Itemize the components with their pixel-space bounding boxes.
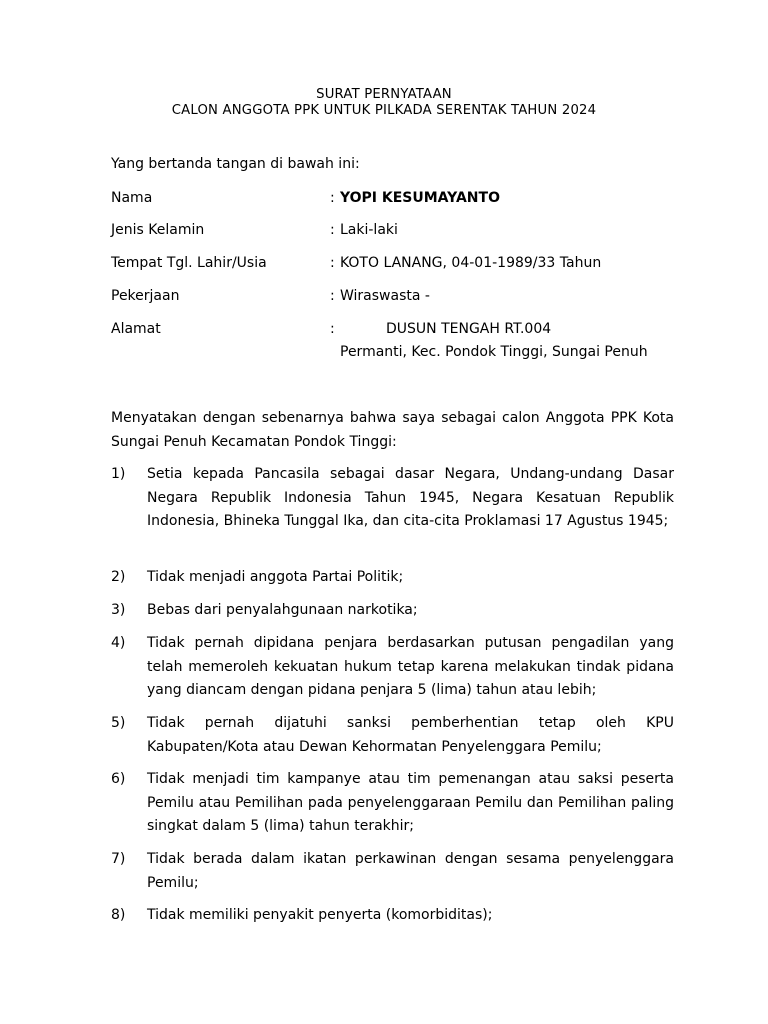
field-colon: :	[330, 255, 335, 271]
statement-paragraph: Menyatakan dengan sebenarnya bahwa saya sebagai calon Anggota PPK Kota Sungai Penuh Kecamatan Pondok Tinggi:	[111, 410, 674, 450]
field-value-jenis-kelamin: Laki-laki	[340, 222, 398, 238]
field-label-nama: Nama	[111, 190, 153, 206]
field-label-alamat: Alamat	[111, 321, 161, 337]
list-item-number: 7)	[111, 851, 126, 867]
field-value-nama: YOPI KESUMAYANTO	[340, 190, 500, 206]
list-item	[111, 463, 674, 534]
field-colon: :	[330, 321, 335, 337]
field-colon: :	[330, 222, 335, 238]
list-item	[111, 768, 674, 839]
list-item-text: Tidak memiliki penyakit penyerta (komorbiditas);	[147, 907, 493, 923]
list-item-text: Tidak berada dalam ikatan perkawinan dengan sesama penyelenggara Pemilu;	[147, 851, 674, 891]
list-item-text: Tidak menjadi tim kampanye atau tim pemenangan atau saksi peserta Pemilu atau Pemilihan pada penyelenggaraan Pemilu dan Pemilihan paling singkat dalam 5 (lima) tahun terakhir;	[147, 771, 674, 834]
document-subtitle: CALON ANGGOTA PPK UNTUK PILKADA SERENTAK TAHUN 2024	[171, 103, 597, 118]
list-item	[111, 848, 674, 895]
field-value-pekerjaan: Wiraswasta -	[340, 288, 430, 304]
list-item-number: 6)	[111, 771, 126, 787]
field-value-tempat-tgl-lahir: KOTO LANANG, 04-01-1989/33 Tahun	[340, 255, 602, 271]
field-label-tempat-tgl-lahir: Tempat Tgl. Lahir/Usia	[111, 255, 267, 271]
field-value-alamat-line1: DUSUN TENGAH RT.004	[386, 321, 552, 337]
list-item-number: 4)	[111, 635, 126, 651]
field-value-alamat-line2: Permanti, Kec. Pondok Tinggi, Sungai Penuh	[340, 344, 648, 360]
intro-text: Yang bertanda tangan di bawah ini:	[111, 156, 360, 172]
list-item-number: 5)	[111, 715, 126, 731]
list-item	[111, 632, 674, 703]
field-colon: :	[330, 288, 335, 304]
list-item-text: Tidak pernah dijatuhi sanksi pemberhentian tetap oleh KPU Kabupaten/Kota atau Dewan Kehormatan Penyelenggara Pemilu;	[147, 715, 674, 755]
list-item-text: Bebas dari penyalahgunaan narkotika;	[147, 602, 418, 618]
list-item	[111, 904, 674, 928]
list-item	[111, 599, 674, 623]
field-label-jenis-kelamin: Jenis Kelamin	[111, 222, 205, 238]
list-item-number: 2)	[111, 569, 126, 585]
list-item	[111, 566, 674, 590]
list-item	[111, 712, 674, 759]
list-item-number: 8)	[111, 907, 126, 923]
list-item-number: 1)	[111, 466, 126, 482]
field-label-pekerjaan: Pekerjaan	[111, 288, 180, 304]
list-item-text: Tidak menjadi anggota Partai Politik;	[147, 569, 404, 585]
list-item-text: Tidak pernah dipidana penjara berdasarkan putusan pengadilan yang telah memeroleh kekuatan hukum tetap karena melakukan tindak pidana yang diancam dengan pidana penjara 5 (lima) tahun atau lebih;	[147, 635, 674, 698]
list-item-text: Setia kepada Pancasila sebagai dasar Negara, Undang-undang Dasar Negara Republik Indonesia Tahun 1945, Negara Kesatuan Republik Indonesia, Bhineka Tunggal Ika, dan cita-cita Proklamasi 17 Agustus 1945;	[147, 466, 674, 529]
field-colon: :	[330, 190, 335, 206]
list-item-number: 3)	[111, 602, 126, 618]
document-title: SURAT PERNYATAAN	[316, 87, 452, 102]
